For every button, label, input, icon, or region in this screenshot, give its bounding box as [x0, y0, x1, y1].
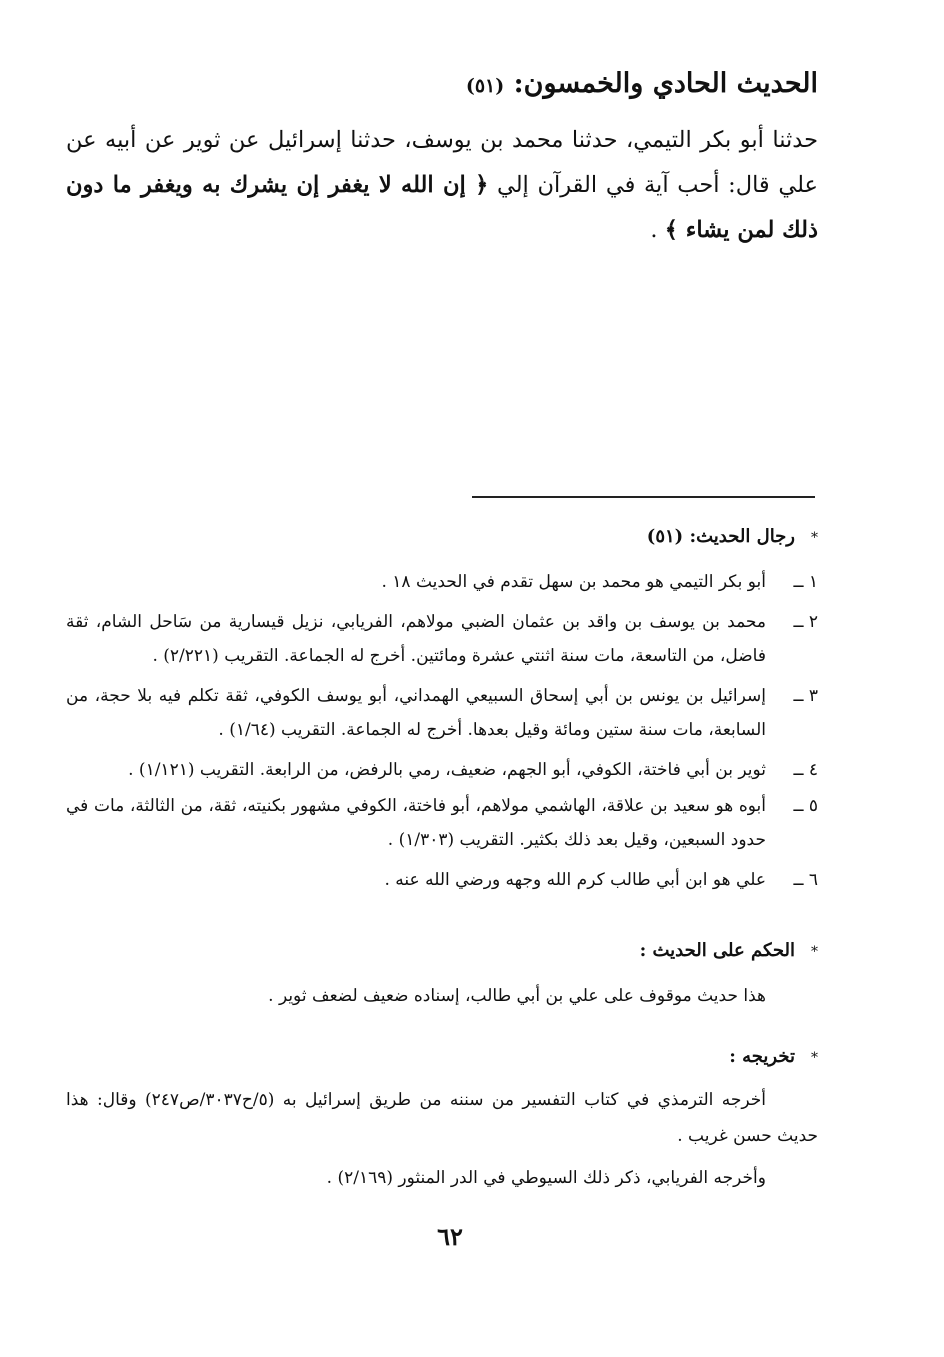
narrators-heading-number: (٥١): [646, 526, 684, 547]
narrator-text: ثوير بن أبي فاختة، الكوفي، أبو الجهم، ضعيف، رمي بالرفض، من الرابعة. التقريب (١/١٢١) .: [128, 760, 766, 780]
narrator-item: [66, 753, 818, 787]
takhrij-heading-text: تخريجه :: [729, 1046, 795, 1067]
ruling-heading: [118, 940, 818, 961]
narrator-marker: ٥ ــ: [793, 796, 818, 816]
narrator-marker: ٢ ــ: [793, 612, 818, 632]
narrator-marker: ١ ــ: [793, 572, 818, 592]
narrator-item: [66, 605, 818, 673]
narrator-item: [66, 863, 818, 897]
star-bullet-icon: *: [811, 944, 818, 960]
footnote-divider: [472, 496, 815, 498]
narrator-text: إسرائيل بن يونس بن أبي إسحاق السبيعي الهمداني، أبو يوسف الكوفي، ثقة تكلم فيه بلا حجة، من السابعة، مات سنة ستين ومائة وقيل بعدها. أخرج له الجماعة. التقريب (١/٦٤) .: [66, 686, 766, 740]
narrators-heading-text: رجال الحديث:: [689, 526, 795, 547]
narrator-text: أبو بكر التيمي هو محمد بن سهل تقدم في الحديث ١٨ .: [381, 572, 766, 592]
ruling-text: هذا حديث موقوف على علي بن أبي طالب، إسناده ضعيف لضعف ثوير .: [268, 986, 766, 1006]
narrator-text: علي هو ابن أبي طالب كرم الله وجهه ورضي الله عنه .: [384, 870, 766, 890]
narrators-heading: [118, 526, 818, 547]
hadith-title-text: الحديث الحادي والخمسون:: [513, 68, 818, 99]
star-bullet-icon: *: [811, 1050, 818, 1066]
narrator-item: [66, 679, 818, 747]
takhrij-paragraph: وأخرجه الفريابي، ذكر ذلك السيوطي في الدر المنثور (٢/١٦٩) .: [326, 1168, 766, 1188]
narrator-text: محمد بن يوسف بن واقد بن عثمان الضبي مولاهم، الفريابي، نزيل قيسارية من سَاحل الشام، ثقة فاضل، من التاسعة، مات سنة اثنتي عشرة ومائتين. أخرج له الجماعة. التقريب (٢/٢٢١) .: [66, 612, 766, 666]
narrator-marker: ٦ ــ: [793, 870, 818, 890]
star-bullet-icon: *: [811, 530, 818, 546]
hadith-number: (٥١): [465, 75, 505, 97]
hadith-text: [66, 118, 818, 253]
quran-verse: ﴿ إن الله لا يغفر إن يشرك به ويغفر ما دون ذلك لمن يشاء ﴾: [66, 172, 818, 243]
takhrij-heading: [118, 1046, 818, 1067]
narrator-item: [66, 789, 818, 857]
narrator-item: [66, 565, 818, 599]
narrator-marker: ٣ ــ: [793, 686, 818, 706]
ruling-heading-text: الحكم على الحديث :: [639, 940, 795, 961]
takhrij-paragraph: أخرجه الترمذي في كتاب التفسير من سننه من طريق إسرائيل به (٥/ح٣٠٣٧/ص٢٤٧) وقال: هذا حديث حسن غريب .: [66, 1090, 818, 1146]
page-number: ٦٢: [437, 1222, 463, 1251]
narrator-marker: ٤ ــ: [793, 760, 818, 780]
narrators-list: [66, 565, 818, 903]
hadith-chain-text: حدثنا أبو بكر التيمي، حدثنا محمد بن يوسف، حدثنا إسرائيل عن ثوير عن أبيه عن علي قال: أحب آية في القرآن إلي: [66, 127, 818, 198]
hadith-text-end: .: [650, 217, 665, 243]
narrator-text: أبوه هو سعيد بن علاقة، الهاشمي مولاهم، أبو فاختة، الكوفي مشهور بكنيته، ثقة، من الثالثة، مات في حدود السبعين، وقيل بعد ذلك بكثير. التقريب (١/٣٠٣) .: [66, 796, 766, 850]
hadith-title: [58, 68, 818, 99]
